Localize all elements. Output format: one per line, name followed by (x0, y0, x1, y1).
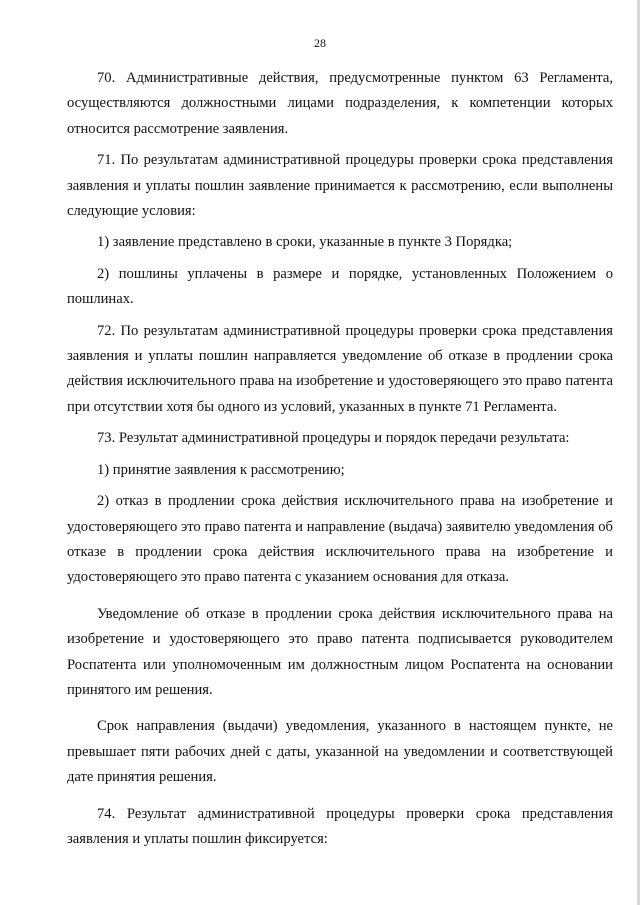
paragraph-70: 70. Административные действия, предусмотренные пунктом 63 Регламента, осуществляются должностными лицами подразделения, к компетенции которых относится рассмотрение заявления. (67, 70, 613, 137)
paragraph-71: 71. По результатам административной процедуры проверки срока представления заявления и уплаты пошлин заявление принимается к рассмотрению, если выполнены следующие условия: (67, 152, 613, 220)
paragraph-notice-signing: Уведомление об отказе в продлении срока действия исключительного права на изобретение и удостоверяющего это право патента подписывается руководителем Роспатента или уполномоченным им должностным лицом Роспатента на основании принятого им решения. (67, 605, 613, 698)
paragraph-74: 74. Результат административной процедуры проверки срока представления заявления и уплаты пошлин фиксируется: (67, 805, 613, 847)
paragraph-73-item-2: 2) отказ в продлении срока действия исключительного права на изобретение и удостоверяющего это право патента и направление (выдача) заявителю уведомления об отказе в продлении срока действия исключительного права на изобретение и удостоверяющего это право патента с указанием основания для отказа. (67, 493, 613, 586)
paragraph-72: 72. По результатам административной процедуры проверки срока представления заявления и уплаты пошлин направляется уведомление об отказе в продлении срока действия исключительного права на изобретение и удостоверяющего это право патента при отсутствии хотя бы одного из условий, указанных в пункте 71 Регламента. (67, 322, 613, 415)
paragraph-73: 73. Результат административной процедуры и порядок передачи результата: (97, 430, 570, 447)
paragraph-notice-deadline: Срок направления (выдачи) уведомления, указанного в настоящем пункте, не превышает пяти рабочих дней с даты, указанной на уведомлении и соответствующей дате принятия решения. (67, 718, 613, 786)
page-number: 28 (314, 36, 326, 50)
paragraph-71-item-1: 1) заявление представлено в сроки, указанные в пункте 3 Порядка; (97, 234, 513, 251)
paragraph-71-item-2: 2) пошлины уплачены в размере и порядке, установленных Положением о пошлинах. (67, 265, 613, 308)
document-body (67, 66, 613, 858)
paragraph-73-item-1: 1) принятие заявления к рассмотрению; (97, 461, 345, 478)
